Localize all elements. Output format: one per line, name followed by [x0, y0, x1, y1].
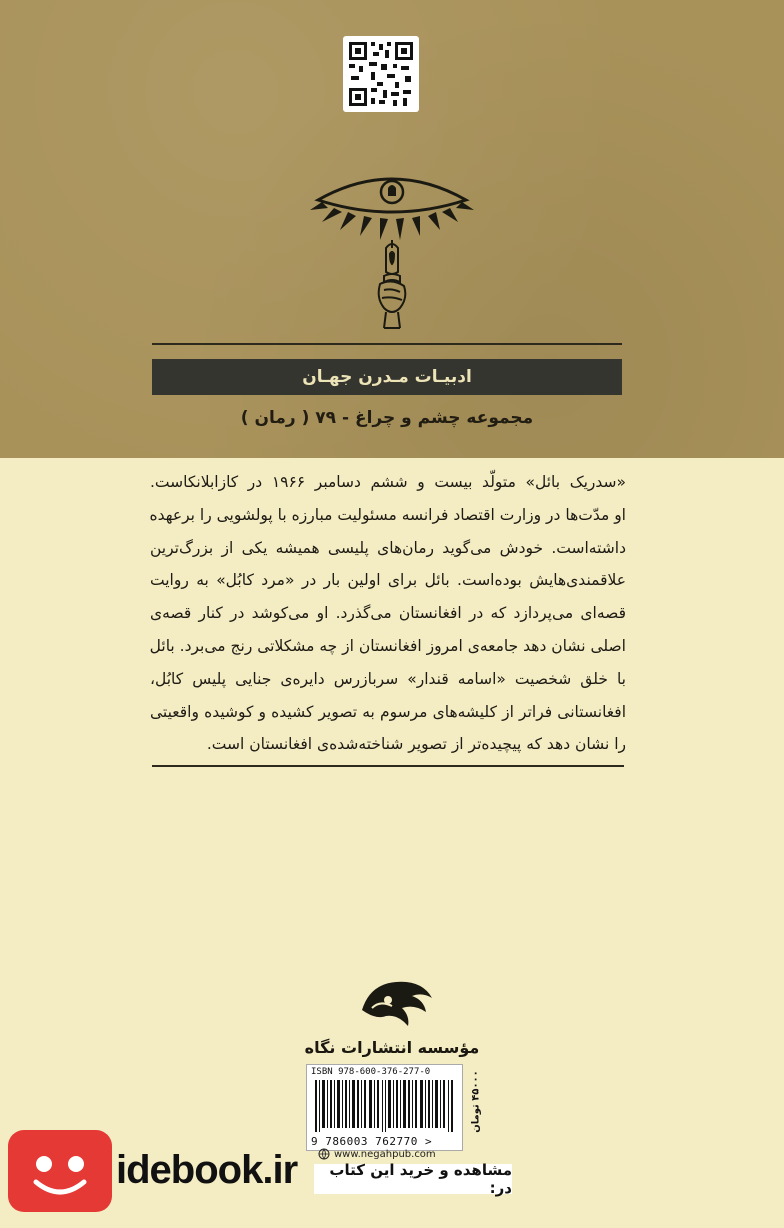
watermark-brand[interactable] — [8, 1118, 297, 1223]
book-description — [150, 466, 626, 761]
website-url[interactable]: www.negahpub.com — [334, 1148, 436, 1160]
divider-line — [152, 343, 622, 345]
divider-line — [152, 765, 624, 767]
collection-banner: ادبیـات مـدرن جهـان — [152, 359, 622, 395]
globe-icon — [318, 1148, 330, 1160]
qr-code[interactable] — [343, 36, 419, 112]
publisher-name: مؤسسه انتشارات نگاه — [304, 1038, 480, 1057]
price-text: ۴۵۰۰۰ تومان — [470, 1070, 482, 1133]
barcode-digits: 9 786003 762770 > — [311, 1135, 433, 1148]
description-line: داشته‌است. خودش می‌گوید رمان‌های پلیسی همیشه یکی از بزرگ‌ترین — [150, 538, 626, 557]
isbn-label: ISBN 978-600-376-277-0 — [311, 1067, 431, 1077]
publisher-website[interactable] — [318, 1148, 436, 1160]
description-line: او مدّت‌ها در وزارت اقتصاد فرانسه مسئولیت مبارزه با پولشویی را برعهده — [149, 505, 626, 524]
description-line: اصلی نشان دهد جامعه‌ی امروز افغانستان از چه مشکلاتی رنج می‌برد. بائل — [149, 636, 626, 655]
negah-publisher-logo — [352, 970, 442, 1032]
isbn-barcode — [306, 1064, 463, 1151]
description-line: قصه‌ای می‌پردازد که در افغانستان می‌گذرد. او می‌کوشد در کنار قصه‌ی — [150, 604, 626, 623]
description-line: علاقمندی‌هایش بوده‌است. بائل برای اولین بار در «مرد کابُل» به روایت — [150, 571, 626, 590]
description-line: با خلق شخصیت «اسامه قندار» سربازرس دایره‌ی جنایی پلیس کابُل، — [150, 669, 626, 688]
series-title: مجموعه چشم و چراغ - ۷۹ ( رمان ) — [240, 408, 534, 428]
description-line: «سدریک بائل» متولّد بیست و ششم دسامبر ۱۹۶۶ در کازابلانکاست. — [150, 473, 626, 491]
smile-icon — [8, 1130, 112, 1212]
brand-name[interactable]: idebook.ir — [116, 1148, 298, 1192]
watermark-cta: مشاهده و خرید این کتاب در: — [314, 1164, 512, 1194]
description-line: افغانستانی فراتر از کلیشه‌های مرسوم به تصویر کشیده و کوشیده واقعیتی — [150, 702, 626, 721]
barcode-bars — [313, 1080, 456, 1132]
eye-lamp-emblem — [304, 148, 480, 332]
description-line: را نشان دهد که پیچیده‌تر از تصویر شناخته‌شده‌ی افغانستان است. — [206, 735, 626, 754]
price-label — [466, 1066, 484, 1146]
